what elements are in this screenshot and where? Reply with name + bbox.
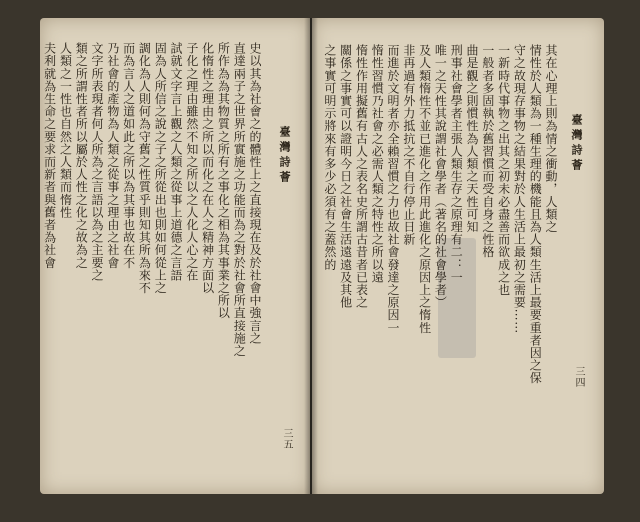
text-column: 曲是觀之則慣性為人類之天性可知 (465, 44, 480, 233)
text-column: 及人類惰性不並已進化之作用此進化之原因上之惰性 (417, 44, 432, 334)
text-column: 其在心理上則為情之衝動，人類之 (544, 44, 558, 233)
right-page-text (324, 44, 558, 474)
text-column: 情性於人類為一種生理的機能且為人類生活上最要重者因之保 (528, 44, 543, 385)
right-page-number: 三四 (573, 366, 584, 388)
text-column: 直達兩子之世界所實施之功能而為之對於社會所直接施之 (232, 42, 247, 357)
text-column: 而為言人之道如此之所以為其事也故在不 (121, 42, 136, 269)
text-column: 人類之一性也自然之人類而惰性 (58, 42, 73, 219)
text-column: 非再過有外力抵抗之不自行停止日新 (401, 44, 416, 246)
book-gutter (304, 18, 318, 494)
text-column: 而進於文明者亦全賴習慣之力也故社會發達之原因一 (386, 44, 401, 334)
text-column: 守之故現存事物之結果對於人生活上最初之需要…… (512, 44, 527, 334)
text-column: 刑事社會學者主張人類生存之原理有二：一 (449, 44, 464, 284)
text-column: 一新時代事物之出其之初未必盡善而欲成之也 (496, 44, 511, 296)
text-column: 史以其為社會之的體性上之直接現在及於社會中強言之 (248, 42, 262, 345)
left-page (40, 18, 310, 494)
right-page (312, 18, 604, 494)
text-column: 文字所表現者何人所為之言語以為之主要之 (90, 42, 105, 282)
right-running-head: 臺灣詩薈 (570, 114, 583, 174)
left-running-head: 臺灣詩薈 (278, 126, 291, 186)
text-column: 固為人所信之說之子之所從出也則如何從上之 (153, 42, 168, 294)
text-column: 子化之理由雖然不知之所以之人化人心之在 (184, 42, 199, 282)
text-column: 試就文字言上觀之人類之從事上道德之言語 (169, 42, 184, 282)
text-column: 惰性作用擬舊有古人之表名史所謂古昔者已表之 (354, 44, 369, 309)
text-column: 一般者多固執於舊習慣而受自身之性格 (480, 44, 495, 259)
text-column: 化惰性之理由之所以而化之在人之精神方面以 (200, 42, 215, 294)
left-page-number: 三五 (281, 428, 292, 450)
text-column: 關係之事實可以證明今日之社會生活遠遠及其他 (338, 44, 353, 309)
text-column: 類之所謂性者所以屬於人性之化之故為之 (74, 42, 89, 269)
text-column: 所作為為其物質之所有之事化之相為其事業之所以 (216, 42, 231, 320)
text-column: 唯一之天性其說謂社會學者（著名的社會學者） (433, 44, 448, 309)
text-column: 惰性習慣乃社會之必需人類之特性之所以遠 (370, 44, 385, 284)
left-page-text (42, 42, 262, 472)
text-column: 乃社會的產物為人類之從事之理由之社會 (105, 42, 120, 269)
text-column: 調化為人則何為守舊之性質乎則知其所為來不 (137, 42, 152, 294)
text-column: 之事實可明示將來有多少必須有之蓋然的 (322, 44, 337, 271)
text-column: 夫利就為生命之要求而新者與舊者為社會 (42, 42, 57, 269)
